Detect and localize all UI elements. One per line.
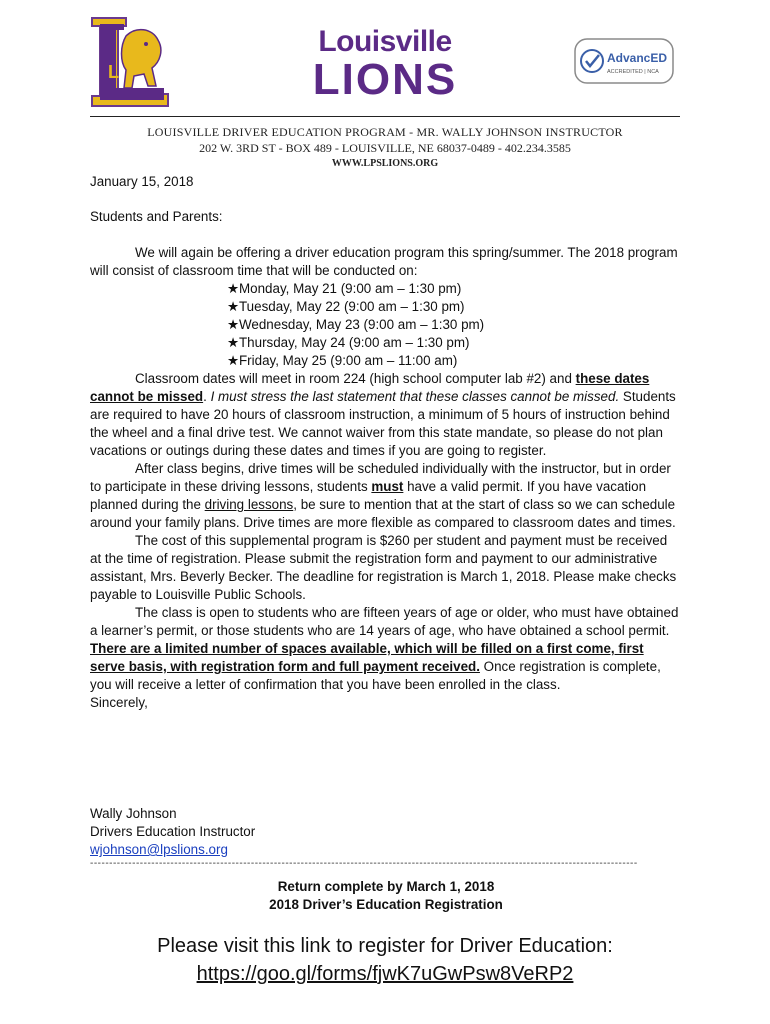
school-title [300,26,470,102]
return-deadline: Return complete by March 1, 2018 [277,879,495,894]
school-title-bottom: LIONS [312,55,458,104]
cut-line: ----------------------------------------------------------------------------------------------------------------------------------------------- [90,858,638,869]
text-run: The class is open to students who are fifteen years of age or older, who must have obtained a learner’s permit, or those students who are 14 years of age, who have obtained a school permit. [90,605,679,638]
letter-body [90,244,682,712]
school-logo [86,16,178,116]
school-title-top: Louisville [318,25,452,58]
registration-title: 2018 Driver’s Education Registration [269,897,503,912]
schedule-item: ★Friday, May 25 (9:00 am – 11:00 am) [227,353,458,368]
register-block [60,932,710,988]
text-run: . [203,389,211,404]
accreditation-name: AdvancED [607,51,668,65]
signer-name: Wally Johnson [90,806,177,821]
accreditation-badge [574,38,674,84]
letter-date: January 15, 2018 [90,174,194,189]
emphasis-text: must [371,479,404,494]
text-run: Students are required to have 20 hours of classroom instruction, a minimum of 5 hours of instruction behind the wheel and a final drive test. We cannot waiver from this state mandate, so please do not plan vacations or outings during these dates and times if you are going to register. [90,389,676,458]
program-line: LOUISVILLE DRIVER EDUCATION PROGRAM - MR. WALLY JOHNSON INSTRUCTOR [147,125,623,139]
closing: Sincerely, [90,695,148,710]
signer-title: Drivers Education Instructor [90,824,256,839]
cost-paragraph: The cost of this supplemental program is $260 per student and payment must be received at the time of registration. Please submit the registration form and payment to our administrative assistant, Mrs. Beverly Becker. The deadline for registration is March 1, 2018. Please make checks payable to Louisville Public Schools. [90,533,677,602]
signature-block [90,805,682,859]
intro-paragraph: We will again be offering a driver education program this spring/summer. The 2018 program will consist of classroom time that will be conducted on: [90,245,678,278]
underlined-text: driving lessons [204,497,294,512]
logo-letter: L [108,62,119,82]
registration-link[interactable]: https://goo.gl/forms/fjwK7uGwPsw8VeRP2 [196,963,574,985]
schedule-item: ★Tuesday, May 22 (9:00 am – 1:30 pm) [227,299,465,314]
emphasis-text: these dates cannot be missed [90,371,650,404]
header-rule [90,116,680,117]
letter-greeting: Students and Parents: [90,209,223,224]
text-run: Classroom dates will meet in room 224 (high school computer lab #2) and [135,371,576,386]
italic-text: I must stress the last statement that these classes cannot be missed. [210,389,620,404]
accreditation-sub: ACCREDITED | NCA [607,69,659,75]
text-run: , be sure to mention that at the start of class so we can schedule around your family plans. Drive times are more flexible as compared to classroom dates and times. [90,497,676,530]
drive-times-paragraph [90,460,682,532]
text-run: Once registration is complete, you will receive a letter of confirmation that you have been enrolled in the class. [90,659,661,692]
schedule-item: ★Wednesday, May 23 (9:00 am – 1:30 pm) [227,317,485,332]
class-schedule [90,280,682,370]
visit-text: Please visit this link to register for Driver Education: [157,935,613,957]
schedule-item: ★Monday, May 21 (9:00 am – 1:30 pm) [227,281,462,296]
eligibility-paragraph [90,604,682,694]
website: WWW.LPSLIONS.ORG [331,158,439,169]
emphasis-text: There are a limited number of spaces available, which will be filled on a first come, first serve basis, with registration form and full payment received. [90,641,644,674]
classroom-paragraph [90,370,682,460]
address-line: 202 W. 3RD ST - BOX 489 - LOUISVILLE, NE 68037-0489 - 402.234.3585 [199,141,571,155]
text-run: After class begins, drive times will be scheduled individually with the instructor, but in order to participate in these driving lessons, students [90,461,671,494]
schedule-item: ★Thursday, May 24 (9:00 am – 1:30 pm) [227,335,470,350]
signer-email-link[interactable]: wjohnson@lpslions.org [90,842,228,857]
return-block [90,878,682,914]
text-run: have a valid permit. If you have vacation planned during the [90,479,647,512]
